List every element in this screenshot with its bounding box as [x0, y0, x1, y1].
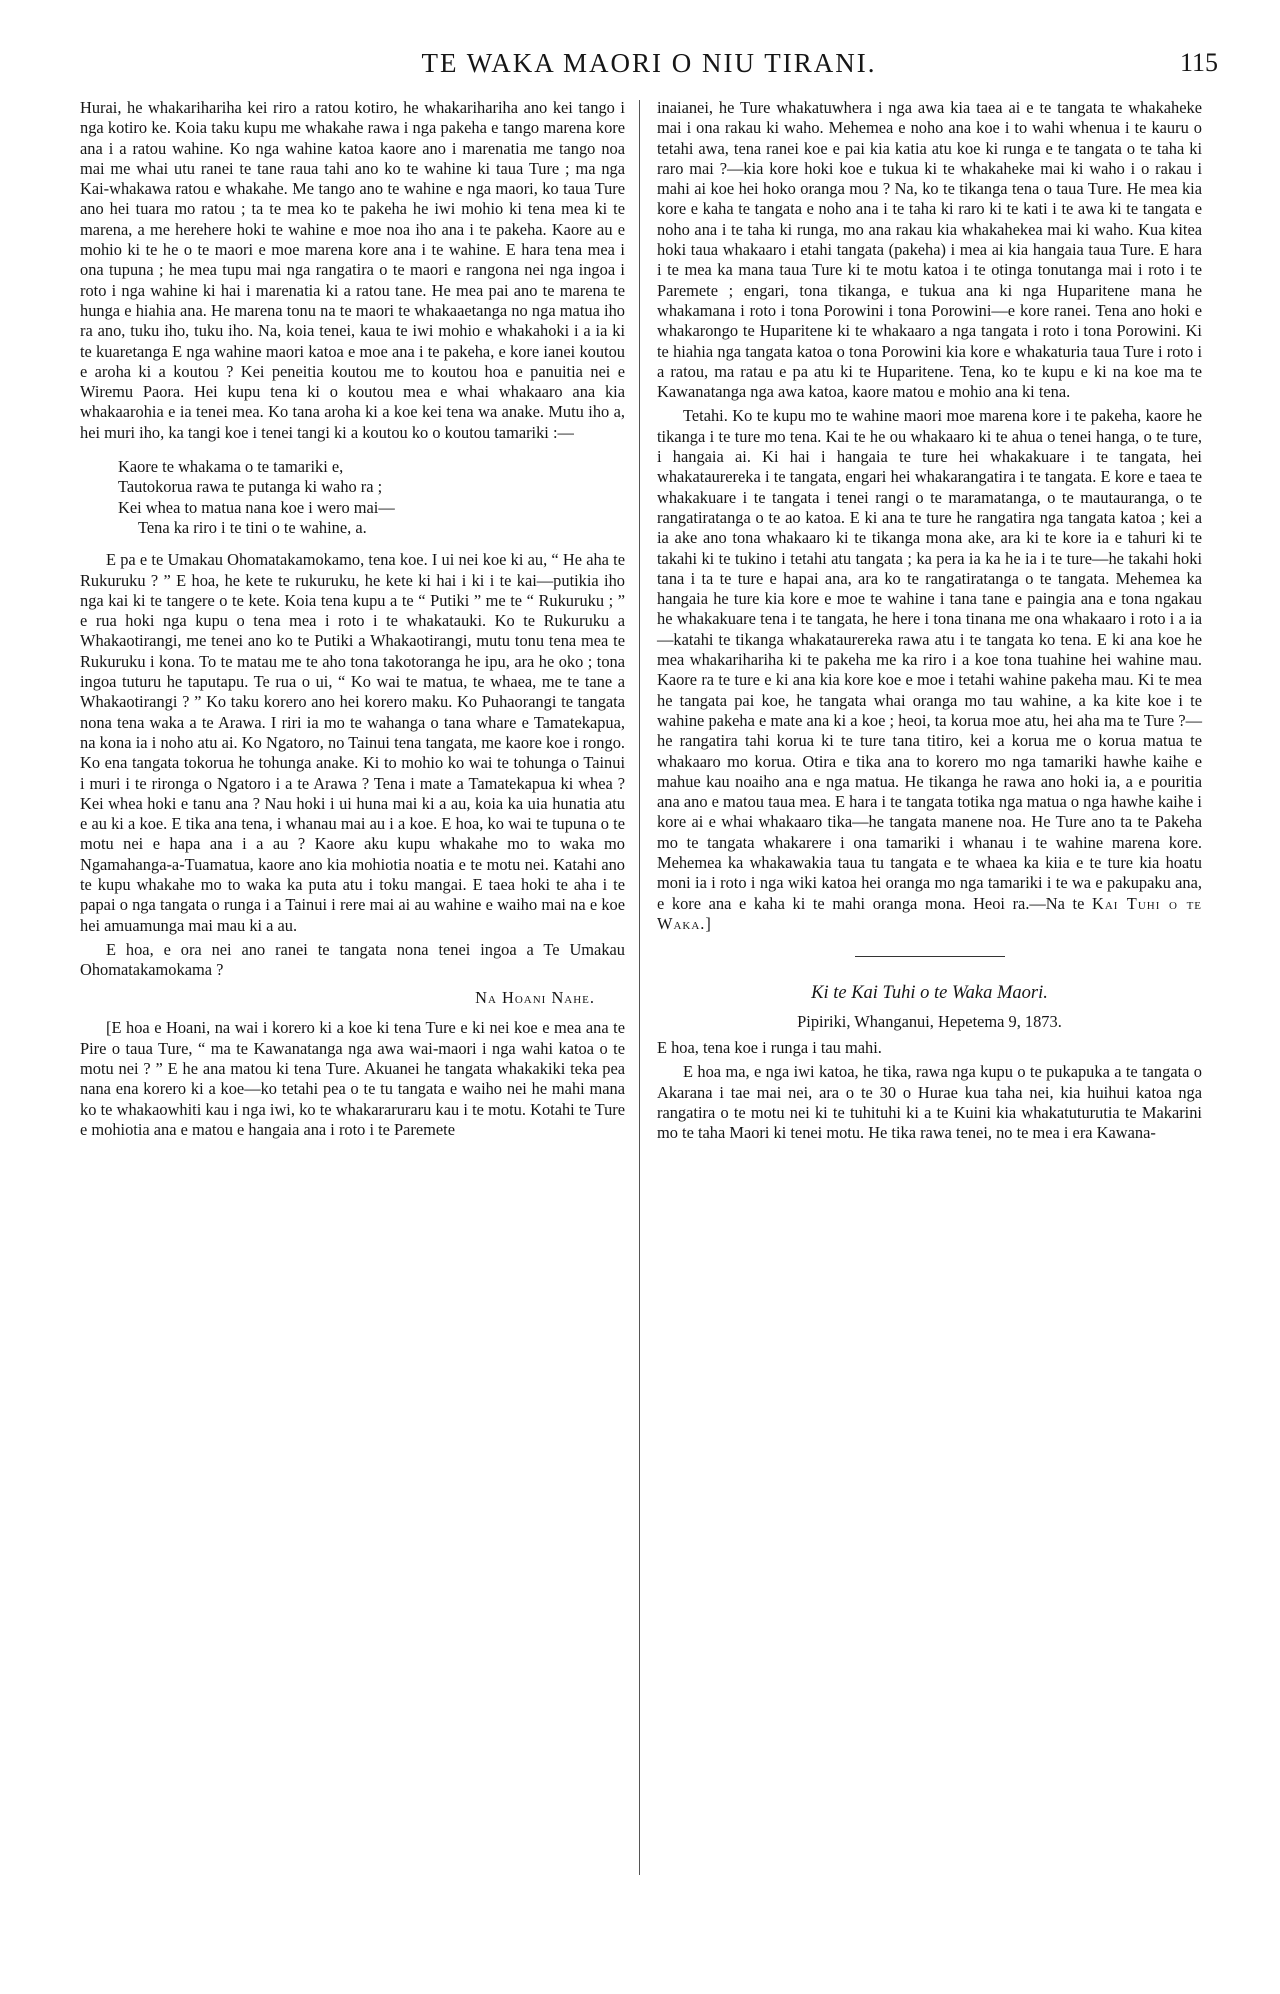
paragraph: E hoa, e ora nei ano ranei te tangata nona tenei ingoa a Te Umakau Ohomatakamokama ?: [80, 939, 625, 980]
letter-signature: Na Hoani Nahe.: [475, 988, 595, 1008]
poem-line: Kaore te whakama o te tamariki e,: [118, 457, 344, 477]
left-column: [80, 98, 625, 1144]
newspaper-title: TE WAKA MAORI O NIU TIRANI.: [421, 48, 877, 78]
poem-line: Tautokorua rawa te putanga ki waho ra ;: [118, 477, 383, 497]
column-divider: [639, 100, 640, 1875]
poem-line: Kei whea to matua nana koe i wero mai—: [118, 497, 395, 517]
paragraph-text: Tetahi. Ko te kupu mo te wahine maori moe marena kore i te pakeha, kaore he tikanga i te ture mo tena. Kai te he ou whakaaro ki te ahua o tenei hanga, o te ture, i hangaia ai. Ki hai i hangaia te ture hei whakakuare i te tangata, hei whakataurereka i te tangata, engari hei whakarangatira i te tangata. E kore e taea te whakakuare i te tangata i tenei rangi o te maramatanga, o te mautauranga, o te rangatiratanga o te ao katoa. E ki ana te ture he rangatira nga tangata katoa ; kei a ia ake ano tona whakaaro ki te tikanga mona ake, ara ki te kore ia e tahuri ki te takahi ki te tukino i tetahi atu tangata ; ka pera ia ka he ia i te ture—he takahi hoki tana i ta te ture e hapai ana, ara ko te rangatiratanga o te tangata. Mehemea ka hangaia he ture kia kore e moe te wahine i tana tane e paingia ana e tona ngakau he whakakuare tena i te tangata, he here i tona tinana me ona whakaaro i roto i a ia—katahi te tikanga whakataurereka rawa atu i te tangata ko tena. E ki ana koe he mea whakarihariha ki te pakeha me ka riro i a koe tona tuahine hei wahine mau. Kaore ra te ture e ki ana kia kore koe e moe i tetahi wahine pakeha mau. Ki te mea he tangata pai koe, he tangata whai oranga mo tau wahine, a ka kite koe i te wahine pakeha e mate ana ki a koe ; heoi, ta korua moe atu, hei aha ma te Ture ?—he rangatira tahi korua ki te ture tana titiro, kei a korua me o korua matua te whakaaro mo korua. Otira e tika ana to korero mo nga tamariki hawhe kaihe e mahue kau noaiho ana e nga matua. He tikanga he rawa ano hoki ia, a e pouritia ana ano e matou taua mea. E hara i te tangata totika nga matua o nga hawhe kaihe i kore ai e whai whakaaro tika—he tangata manene noa. He Ture ano ta te Pakeha mo te tangata whakarere i ona tamariki i whanau i te wahine marena kore. Mehemea ka whakawakia taua tu tangata e te whaea ka kiia e te ture kia hoatu moni ia i roto i nga wiki katoa hei oranga mo nga tamariki i te wa e pakupaku ana, e kore ana e kaha ki te mahi oranga mona. Heoi ra.—Na te: [657, 406, 1202, 913]
editor-reply-paragraph: [E hoa e Hoani, na wai i korero ki a koe ki tena Ture e ki nei koe e mea ana te Pire o taua Ture, “ ma te Kawanatanga nga awa wai-maori i nga wahi katoa o te motu nei ? ” E he ana matou ki tena Ture. Akuanei he tangata whakakiki teka pea nana ena korero ki a koe—ko tetahi pea o te tu tangata e waiho nei he mahi mana ko te whakaowhiti kau i nga iwi, ko te whakararuraru kau i te motu. Kotahi te Ture e mohiotia ana e matou e hangaia ana i roto i te Paremete: [80, 1018, 625, 1139]
poem-line: Tena ka riro i te tini o te wahine, a.: [138, 517, 367, 537]
page-number: 115: [1179, 48, 1218, 77]
paragraph: Hurai, he whakarihariha kei riro a ratou kotiro, he whakarihariha ano kei tango i nga kotiro ke. Koia taku kupu me whakahe rawa i nga pakeha e tango marena kore ana i a ratou wahine. Ko nga wahine katoa kaore ano i marenatia me tango noa mai me whai utu ranei te tane raua tahi ano ko te wahine ki taua Ture ; ma nga Kai-whakawa ratou e whakahe. Me tango ano te wahine e nga maori, ko taua Ture ano hei tuara mo ratou ; ta te mea ko te pakeha he iwi mohio ki tena mea ki te marena, a me herehere hoki te wahine e moe noa iho ana i te pakeha. Kaore au e mohio ki te he o te maori e moe marena kore ana i te wahine. E hara tena mea i ona tupuna ; he mea tupu mai nga rangatira o te maori e rangona nei nga ingoa i roto i nga wahine ki hai i marenatia ki a ratou tane. He mea pai ano te marena te hunga e hiahia ana. He marena tonu na te maori te whakaaetanga no nga matua iho ra ano, tuku iho, tuku iho. Na, koia tenei, kaua te iwi mohio e whakahoki i a ia ki te kuaretanga E nga wahine maori katoa e moe ana i te pakeha, e kore ianei koutou e aroha ki a koutou ? Kei peneitia koutou me to koutou hoa e panuitia nei e Wiremu Paora. Hei kupu tena ki o koutou mea e whai whakaaro ana kia whakaarohia e ia tenei mea. Ko tana aroha ki a koe kei tena wa anake. Mutu iho a, hei muri iho, ka tangi koe i tenei tangi ki a koutou ko o koutou tamariki :—: [80, 98, 625, 442]
right-column: [657, 98, 1202, 1148]
section-divider: [855, 956, 1005, 957]
dateline: Pipiriki, Whanganui, Hepetema 9, 1873.: [797, 1012, 1062, 1032]
paragraph: E hoa ma, e nga iwi katoa, he tika, rawa nga kupu o te pukapuka a te tangata o Akarana i tae mai nei, ara o te 30 o Hurae kua taha nei, kia huihui katoa nga rangatira o te motu nei ki te tuhituhi ki a te Kuini kia whakatuturutia te Makarini mo te taha Maori ki tenei motu. He tika rawa tenei, no te mea i era Kawana-: [657, 1062, 1202, 1143]
salutation: E hoa, tena koe i runga i tau mahi.: [657, 1038, 882, 1058]
paragraph: E pa e te Umakau Ohomatakamokamo, tena koe. I ui nei koe ki au, “ He aha te Rukuruku ? ” E hoa, he kete te rukuruku, he kete ki hai i ki i te kai—putikia iho nga kai ki te tangere o te kete. Koia tena kupu a te “ Putiki ” me te “ Rukuruku ; ” e rua hoki nga kupu o tena mea i roto i te whakatauki. Ko te Rukuruku a Whakaotirangi, me tenei ano ko te Putiki a Whakaotirangi, mutu tonu tena mea te Rukuruku i kona. To te matau me te aho tona takotoranga he ipu, ara he oko ; tona ingoa tuturu he taputapu. Te rua o ui, “ Ko wai te matua, te whaea, me te tane a Whakaotirangi ? ” Ko taku korero ano hei korero maku. Ko Puhaorangi te tangata nona tena waka a te Arawa. I riri ia mo te wahanga o tana whare e Tamatekapua, na kona ia i noho atu ai. Ko Ngatoro, no Tainui tena tangata, me kaore koe i rongo. Ko ena tangata tokorua he tohunga anake. Ki to mohio ko wai te tohunga o Tainui i muri i te rironga o Ngatoro i a te Arawa ? Tena i mate a Tamatekapua ki whea ? Kei whea hoki e tanu ana ? Nau hoki i ui huna mai ki a au, koia ka uia hunatia atu e au ki a koe. E tika ana tena, i whanau mai au i a koe. E hoa, ko wai te tupuna o te motu nei e hapa ana i a au ? Kaore aku kupu whakahe mo to waka mo Ngamahanga-a-Tuamatua, kaore ano kia mohiotia noatia e te motu nei. Katahi ano te kupu whakahe mo to waka ka puta atu i toku mangai. E taea hoki te aha i te papai o nga tangata o runga i a Tainui i rere mai ai au wahine e waiho mai na e koe hei amuamunga mai mau ki a au.: [80, 550, 625, 935]
poem: [80, 457, 625, 538]
paragraph: inaianei, he Ture whakatuwhera i nga awa kia taea ai e te tangata te whakaheke mai i ona rakau ki waho. Mehemea e noho ana koe i to wahi whenua i te kauru o tetahi awa, tena ranei koe e pai kia katia atu koe ki runga e te tangata o te taha ki raro mai ?—kia kore hoki koe e tukua ki te whakaheke mai ki waho i o rakau i mahi ai koe hei hoko oranga mou ? Na, ko te tikanga tena o taua Ture. He mea kia kore e kaha te tangata e noho ana i te taha ki raro ki te kati i te awa ki te tangata e noho ana i te taha ki runga, mo ana rakau kia whakahekea mai ki waho. Kua kitea hoki taua whakaaro i etahi tangata (pakeha) i mea ai kia hangaia taua Ture. E hara i te mea ka mana taua Ture ki te motu katoa i te otinga tonutanga mai i roto i te Paremete ; engari, tona tikanga, e tukua ana ki nga Huparitene mana he whakamana i roto i tona Porowini i tona Porowini—e kore ranei. Tena ano hoki e whakarongo te Huparitene ki te whakaaro a nga tangata i roto i tona Porowini. Ki te hiahia nga tangata katoa o tona Porowini kia kore e whakaturia taua Ture i roto i a ratou, ma ratau e pa atu ki te Huparitene. Tena, ko te kupu e ki na koe ma te Kawanatanga nga awa katoa, kaore matou e mohio ana ki tena.: [657, 98, 1202, 402]
paragraph: [657, 406, 1202, 934]
page-header: [80, 48, 1218, 88]
section-title: Ki te Kai Tuhi o te Waka Maori.: [811, 983, 1048, 1004]
editor-signature: Kai Tuhi o te Waka.]: [657, 893, 1203, 933]
